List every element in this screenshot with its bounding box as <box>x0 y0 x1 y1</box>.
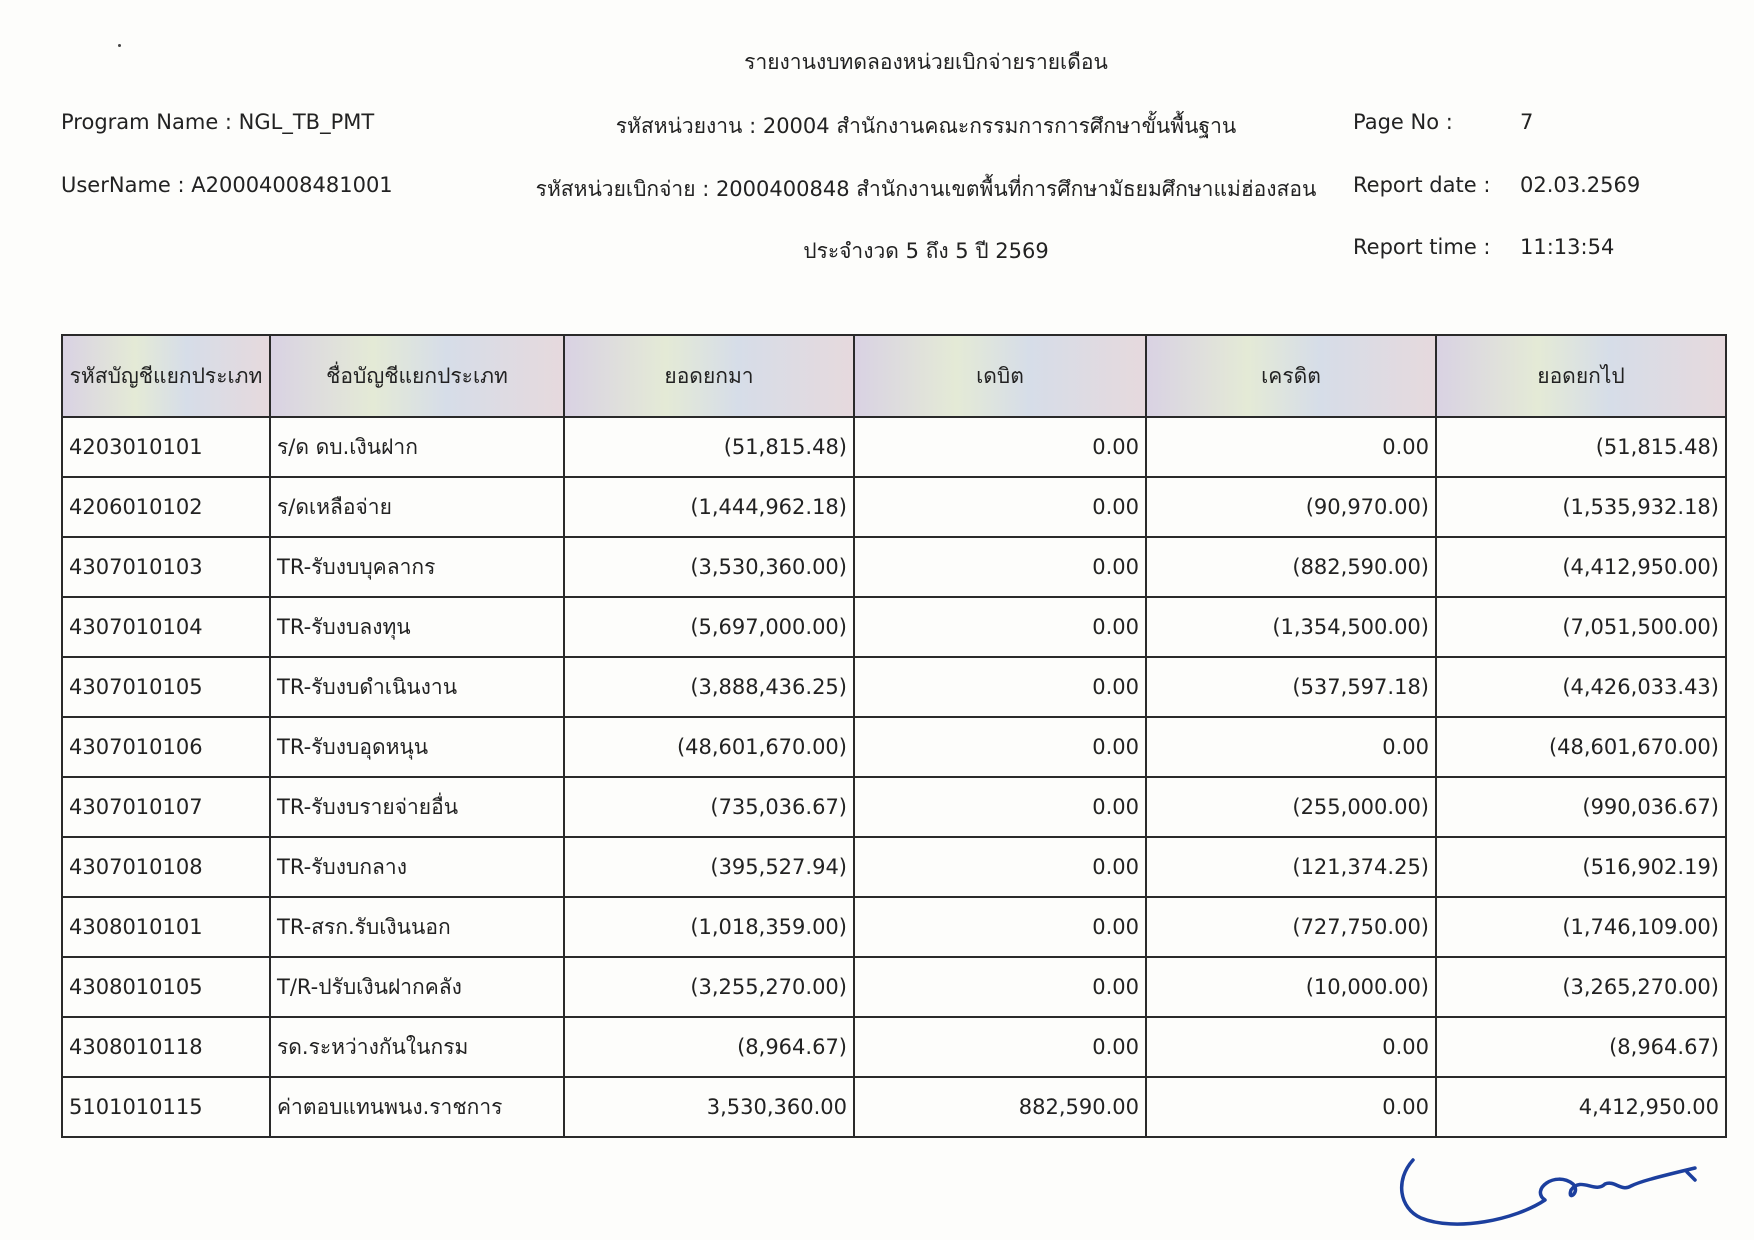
table-header-row <box>62 335 1726 417</box>
cell-account-name: รด.ระหว่างกันในกรม <box>270 1017 564 1077</box>
scan-speck <box>118 44 121 47</box>
cell-account-name: TR-รับงบบุคลากร <box>270 537 564 597</box>
program-name: Program Name : NGL_TB_PMT <box>61 110 375 134</box>
cell-debit: 0.00 <box>854 537 1146 597</box>
cell-opening-balance: (735,036.67) <box>564 777 854 837</box>
table-row <box>62 777 1726 837</box>
table-row <box>62 477 1726 537</box>
cell-account-code: 4206010102 <box>62 477 270 537</box>
cell-opening-balance: (3,255,270.00) <box>564 957 854 1017</box>
cell-closing-balance: (51,815.48) <box>1436 417 1726 477</box>
cell-opening-balance: (48,601,670.00) <box>564 717 854 777</box>
cell-opening-balance: (51,815.48) <box>564 417 854 477</box>
cell-closing-balance: (8,964.67) <box>1436 1017 1726 1077</box>
page-no-label: Page No : <box>1353 110 1453 134</box>
cell-opening-balance: (395,527.94) <box>564 837 854 897</box>
cell-opening-balance: (8,964.67) <box>564 1017 854 1077</box>
table-row <box>62 1017 1726 1077</box>
cell-closing-balance: (1,535,932.18) <box>1436 477 1726 537</box>
table-row <box>62 837 1726 897</box>
cell-closing-balance: (990,036.67) <box>1436 777 1726 837</box>
cell-account-code: 4307010107 <box>62 777 270 837</box>
cell-debit: 0.00 <box>854 717 1146 777</box>
cell-debit: 0.00 <box>854 417 1146 477</box>
cell-account-name: TR-รับงบอุดหนุน <box>270 717 564 777</box>
cell-account-name: TR-สรก.รับเงินนอก <box>270 897 564 957</box>
table-row <box>62 657 1726 717</box>
cell-credit: (121,374.25) <box>1146 837 1436 897</box>
cell-account-code: 4307010103 <box>62 537 270 597</box>
cell-account-code: 5101010115 <box>62 1077 270 1137</box>
table-row <box>62 537 1726 597</box>
cell-closing-balance: (1,746,109.00) <box>1436 897 1726 957</box>
cell-account-name: ร/ด ดบ.เงินฝาก <box>270 417 564 477</box>
cell-debit: 0.00 <box>854 957 1146 1017</box>
cell-debit: 0.00 <box>854 777 1146 837</box>
cell-closing-balance: (48,601,670.00) <box>1436 717 1726 777</box>
trial-balance-table <box>61 334 1727 1138</box>
col-header-credit: เครดิต <box>1146 335 1436 417</box>
cell-account-code: 4308010105 <box>62 957 270 1017</box>
user-name: UserName : A20004008481001 <box>61 173 393 197</box>
cell-credit: (882,590.00) <box>1146 537 1436 597</box>
table-row <box>62 597 1726 657</box>
cell-opening-balance: (1,444,962.18) <box>564 477 854 537</box>
cell-account-code: 4203010101 <box>62 417 270 477</box>
cell-credit: 0.00 <box>1146 717 1436 777</box>
cell-account-code: 4307010105 <box>62 657 270 717</box>
cell-debit: 0.00 <box>854 597 1146 657</box>
cell-debit: 0.00 <box>854 1017 1146 1077</box>
cell-closing-balance: (4,412,950.00) <box>1436 537 1726 597</box>
cell-opening-balance: (5,697,000.00) <box>564 597 854 657</box>
disbursing-unit: รหัสหน่วยเบิกจ่าย : 2000400848 สำนักงานเขตพื้นที่การศึกษามัธยมศึกษาแม่ฮ่องสอน <box>535 177 1317 201</box>
report-time-value: 11:13:54 <box>1520 235 1615 259</box>
cell-credit: (10,000.00) <box>1146 957 1436 1017</box>
cell-account-name: ค่าตอบแทนพนง.ราชการ <box>270 1077 564 1137</box>
cell-closing-balance: (4,426,033.43) <box>1436 657 1726 717</box>
cell-credit: (537,597.18) <box>1146 657 1436 717</box>
cell-account-name: TR-รับงบกลาง <box>270 837 564 897</box>
cell-debit: 0.00 <box>854 837 1146 897</box>
handwritten-signature <box>1395 1140 1715 1240</box>
cell-account-name: TR-รับงบดำเนินงาน <box>270 657 564 717</box>
cell-debit: 0.00 <box>854 477 1146 537</box>
cell-account-code: 4308010101 <box>62 897 270 957</box>
table-row <box>62 897 1726 957</box>
cell-debit: 0.00 <box>854 897 1146 957</box>
col-header-account-name: ชื่อบัญชีแยกประเภท <box>270 335 564 417</box>
table-row <box>62 717 1726 777</box>
col-header-closing-balance: ยอดยกไป <box>1436 335 1726 417</box>
cell-account-name: ร/ดเหลือจ่าย <box>270 477 564 537</box>
cell-opening-balance: (1,018,359.00) <box>564 897 854 957</box>
cell-opening-balance: 3,530,360.00 <box>564 1077 854 1137</box>
col-header-debit: เดบิต <box>854 335 1146 417</box>
table-row <box>62 417 1726 477</box>
cell-closing-balance: (3,265,270.00) <box>1436 957 1726 1017</box>
col-header-account-code: รหัสบัญชีแยกประเภท <box>62 335 270 417</box>
cell-credit: (727,750.00) <box>1146 897 1436 957</box>
agency-code: รหัสหน่วยงาน : 20004 สำนักงานคณะกรรมการการศึกษาขั้นพื้นฐาน <box>615 114 1237 138</box>
col-header-opening-balance: ยอดยกมา <box>564 335 854 417</box>
cell-credit: (90,970.00) <box>1146 477 1436 537</box>
report-title: รายงานงบทดลองหน่วยเบิกจ่ายรายเดือน <box>744 50 1108 74</box>
report-period: ประจำงวด 5 ถึง 5 ปี 2569 <box>803 239 1049 263</box>
cell-account-code: 4307010106 <box>62 717 270 777</box>
table-body <box>62 417 1726 1137</box>
cell-account-code: 4308010118 <box>62 1017 270 1077</box>
cell-opening-balance: (3,888,436.25) <box>564 657 854 717</box>
report-date-value: 02.03.2569 <box>1520 173 1641 197</box>
cell-account-name: TR-รับงบรายจ่ายอื่น <box>270 777 564 837</box>
cell-credit: 0.00 <box>1146 1077 1436 1137</box>
cell-credit: 0.00 <box>1146 1017 1436 1077</box>
table-row <box>62 957 1726 1017</box>
report-time-label: Report time : <box>1353 235 1491 259</box>
report-date-label: Report date : <box>1353 173 1491 197</box>
cell-credit: (1,354,500.00) <box>1146 597 1436 657</box>
cell-closing-balance: 4,412,950.00 <box>1436 1077 1726 1137</box>
cell-debit: 882,590.00 <box>854 1077 1146 1137</box>
cell-credit: (255,000.00) <box>1146 777 1436 837</box>
cell-account-name: T/R-ปรับเงินฝากคลัง <box>270 957 564 1017</box>
cell-closing-balance: (516,902.19) <box>1436 837 1726 897</box>
cell-account-name: TR-รับงบลงทุน <box>270 597 564 657</box>
cell-account-code: 4307010104 <box>62 597 270 657</box>
table-row <box>62 1077 1726 1137</box>
cell-credit: 0.00 <box>1146 417 1436 477</box>
cell-closing-balance: (7,051,500.00) <box>1436 597 1726 657</box>
cell-opening-balance: (3,530,360.00) <box>564 537 854 597</box>
page-no-value: 7 <box>1520 110 1534 134</box>
cell-account-code: 4307010108 <box>62 837 270 897</box>
cell-debit: 0.00 <box>854 657 1146 717</box>
